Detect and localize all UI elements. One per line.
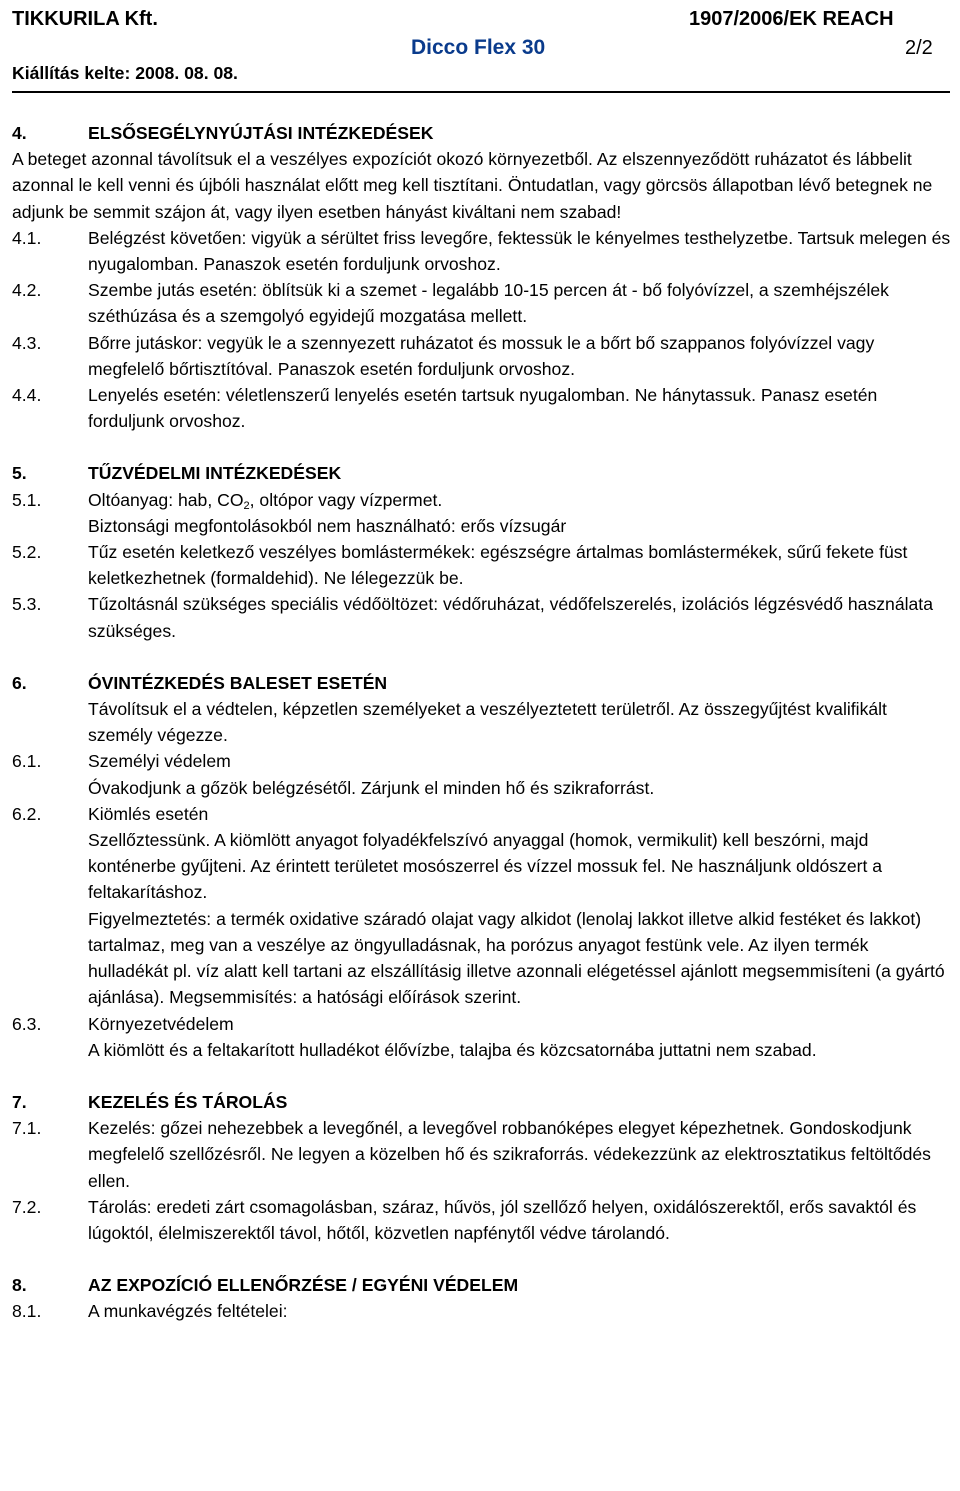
list-item: 5.1. Oltóanyag: hab, $CO_2$, oltópor vagy vízpermet. Biztonsági megfontolásokból nem használható: erős vízsugár [12, 489, 567, 536]
company-name: TIKKURILA Kft. [12, 8, 158, 30]
list-item: 5.2. Tűz esetén keletkező veszélyes bomlástermékek: egészségre ártalmas bomlástermékek, sűrű fekete füst keletkezhetnek (formaldehid). Ne lélegezzük be. [12, 542, 908, 589]
list-item: 7.2. Tárolás: eredeti zárt csomagolásban, száraz, hűvös, jól szellőző helyen, oxidálószerektől, erős savaktól és lúgoktól, élelmiszerektől távol, hőtől, közvetlen napfénytől védve tárolandó. [12, 1196, 917, 1243]
section-8-heading: 8. AZ EXPOZÍCIÓ ELLENŐRZÉSE / EGYÉNI VÉDELEM [12, 1272, 952, 1298]
list-item: 5.3. Tűzoltásnál szükséges speciális védőöltözet: védőruházat, védőfelszerelés, izolációs légzésvédő használata szükséges. [12, 594, 933, 641]
section-6-heading: 6. ÓVINTÉZKEDÉS BALESET ESETÉN [12, 670, 952, 696]
section-6-title: ÓVINTÉZKEDÉS BALESET ESETÉN [88, 672, 388, 693]
page-number: 2/2 [905, 37, 933, 59]
product-name: Dicco Flex 30 [411, 36, 546, 59]
list-item: 4.4. Lenyelés esetén: véletlenszerű lenyelés esetén tartsuk nyugalomban. Ne hánytassuk. Panasz esetén forduljunk orvoshoz. [12, 385, 878, 432]
issue-date: Kiállítás kelte: 2008. 08. 08. [12, 63, 238, 83]
list-item: 6.2. Kiömlés esetén Szellőztessünk. A kiömlött anyagot folyadékfelszívó anyaggal (homok, vermikulit) kell beszórni, majd konténerbe gyűjteni. Az érintett területet mosószerrel és vízzel mossuk fel. Ne használjunk oldószert a feltakarításhoz. Figyelmeztetés: a termék oxidative száradó olajat vagy alkidot (lenolaj lakkot illetve alkid festéket és lakkot) tartalmaz, meg van a veszélye az öngyulladásnak, ha porózus anyagot festünk vele. Az ilyen termék hulladékát pl. víz alatt kell tartani az elszállításig illetve azonnali elégetéssel ajánlott megsemmisíteni (a gyártó ajánlása). Megsemmisítés: a hatósági előírások szerint. [12, 803, 945, 1008]
section-8-title: AZ EXPOZÍCIÓ ELLENŐRZÉSE / EGYÉNI VÉDELEM [88, 1275, 519, 1296]
list-item: 4.1. Belégzést követően: vigyük a sérültet friss levegőre, fektessük le kényelmes testhelyzetbe. Tartsuk melegen és nyugalomban. Panaszok esetén forduljunk orvoshoz. [12, 227, 951, 275]
list-item: 4.2. Szembe jutás esetén: öblítsük ki a szemet - legalább 10-15 percen át - bő folyóvízzel, a szemhéjszélek széthúzása és a szemgolyó egyidejű mozgatása mellett. [12, 280, 889, 327]
list-item: 8.1. A munkavégzés feltételei: [12, 1301, 288, 1322]
regulation-ref: 1907/2006/EK REACH [689, 8, 894, 30]
section-5-heading: 5. TŰZVÉDELMI INTÉZKEDÉSEK [12, 460, 952, 486]
document-body [12, 120, 952, 1325]
section-4-intro: A beteget azonnal távolítsuk el a veszélyes expozíciót okozó környezetből. Az elszennyeződött ruházatot és lábbelit azonnal le kell venni és újbóli használat előtt meg kell tisztítani. Öntudatlan, vagy görcsös állapotban lévő betegnek ne adjunk be semmit szájon át, vagy ilyen esetben hányást kiváltani nem szabad! [12, 149, 933, 222]
section-4-heading: 4. ELSŐSEGÉLYNYÚJTÁSI INTÉZKEDÉSEK [12, 120, 952, 146]
section-7-title: KEZELÉS ÉS TÁROLÁS [88, 1091, 288, 1112]
list-item: 6.1. Személyi védelem Óvakodjunk a gőzök belégzésétől. Zárjunk el minden hő és szikraforrást. [12, 751, 655, 798]
section-5-title: TŰZVÉDELMI INTÉZKEDÉSEK [88, 463, 342, 484]
section-7-heading: 7. KEZELÉS ÉS TÁROLÁS [12, 1089, 952, 1115]
list-item: 6.3. Környezetvédelem A kiömlött és a feltakarított hulladékot élővízbe, talajba és közcsatornába juttatni nem szabad. [12, 1013, 817, 1060]
section-4-title: ELSŐSEGÉLYNYÚJTÁSI INTÉZKEDÉSEK [88, 123, 434, 143]
header-divider [12, 91, 950, 93]
section-6-intro: Távolítsuk el a védtelen, képzetlen személyeket a veszélyeztetett területről. Az összegyűjtést kvalifikált személy végezze. [88, 699, 887, 746]
list-item: 4.3. Bőrre jutáskor: vegyük le a szennyezett ruházatot és mossuk le a bőrt bő szappanos folyóvízzel vagy megfelelő bőrtisztítóval. Panaszok esetén forduljunk orvoshoz. [12, 332, 875, 379]
list-item: 7.1. Kezelés: gőzei nehezebbek a levegőnél, a levegővel robbanóképes elegyet képezhetnek. Gondoskodjunk megfelelő szellőzésről. Ne legyen a közelben hő és szikraforrás. védekezzünk az elektrosztatikus feltöltődés ellen. [12, 1118, 931, 1191]
